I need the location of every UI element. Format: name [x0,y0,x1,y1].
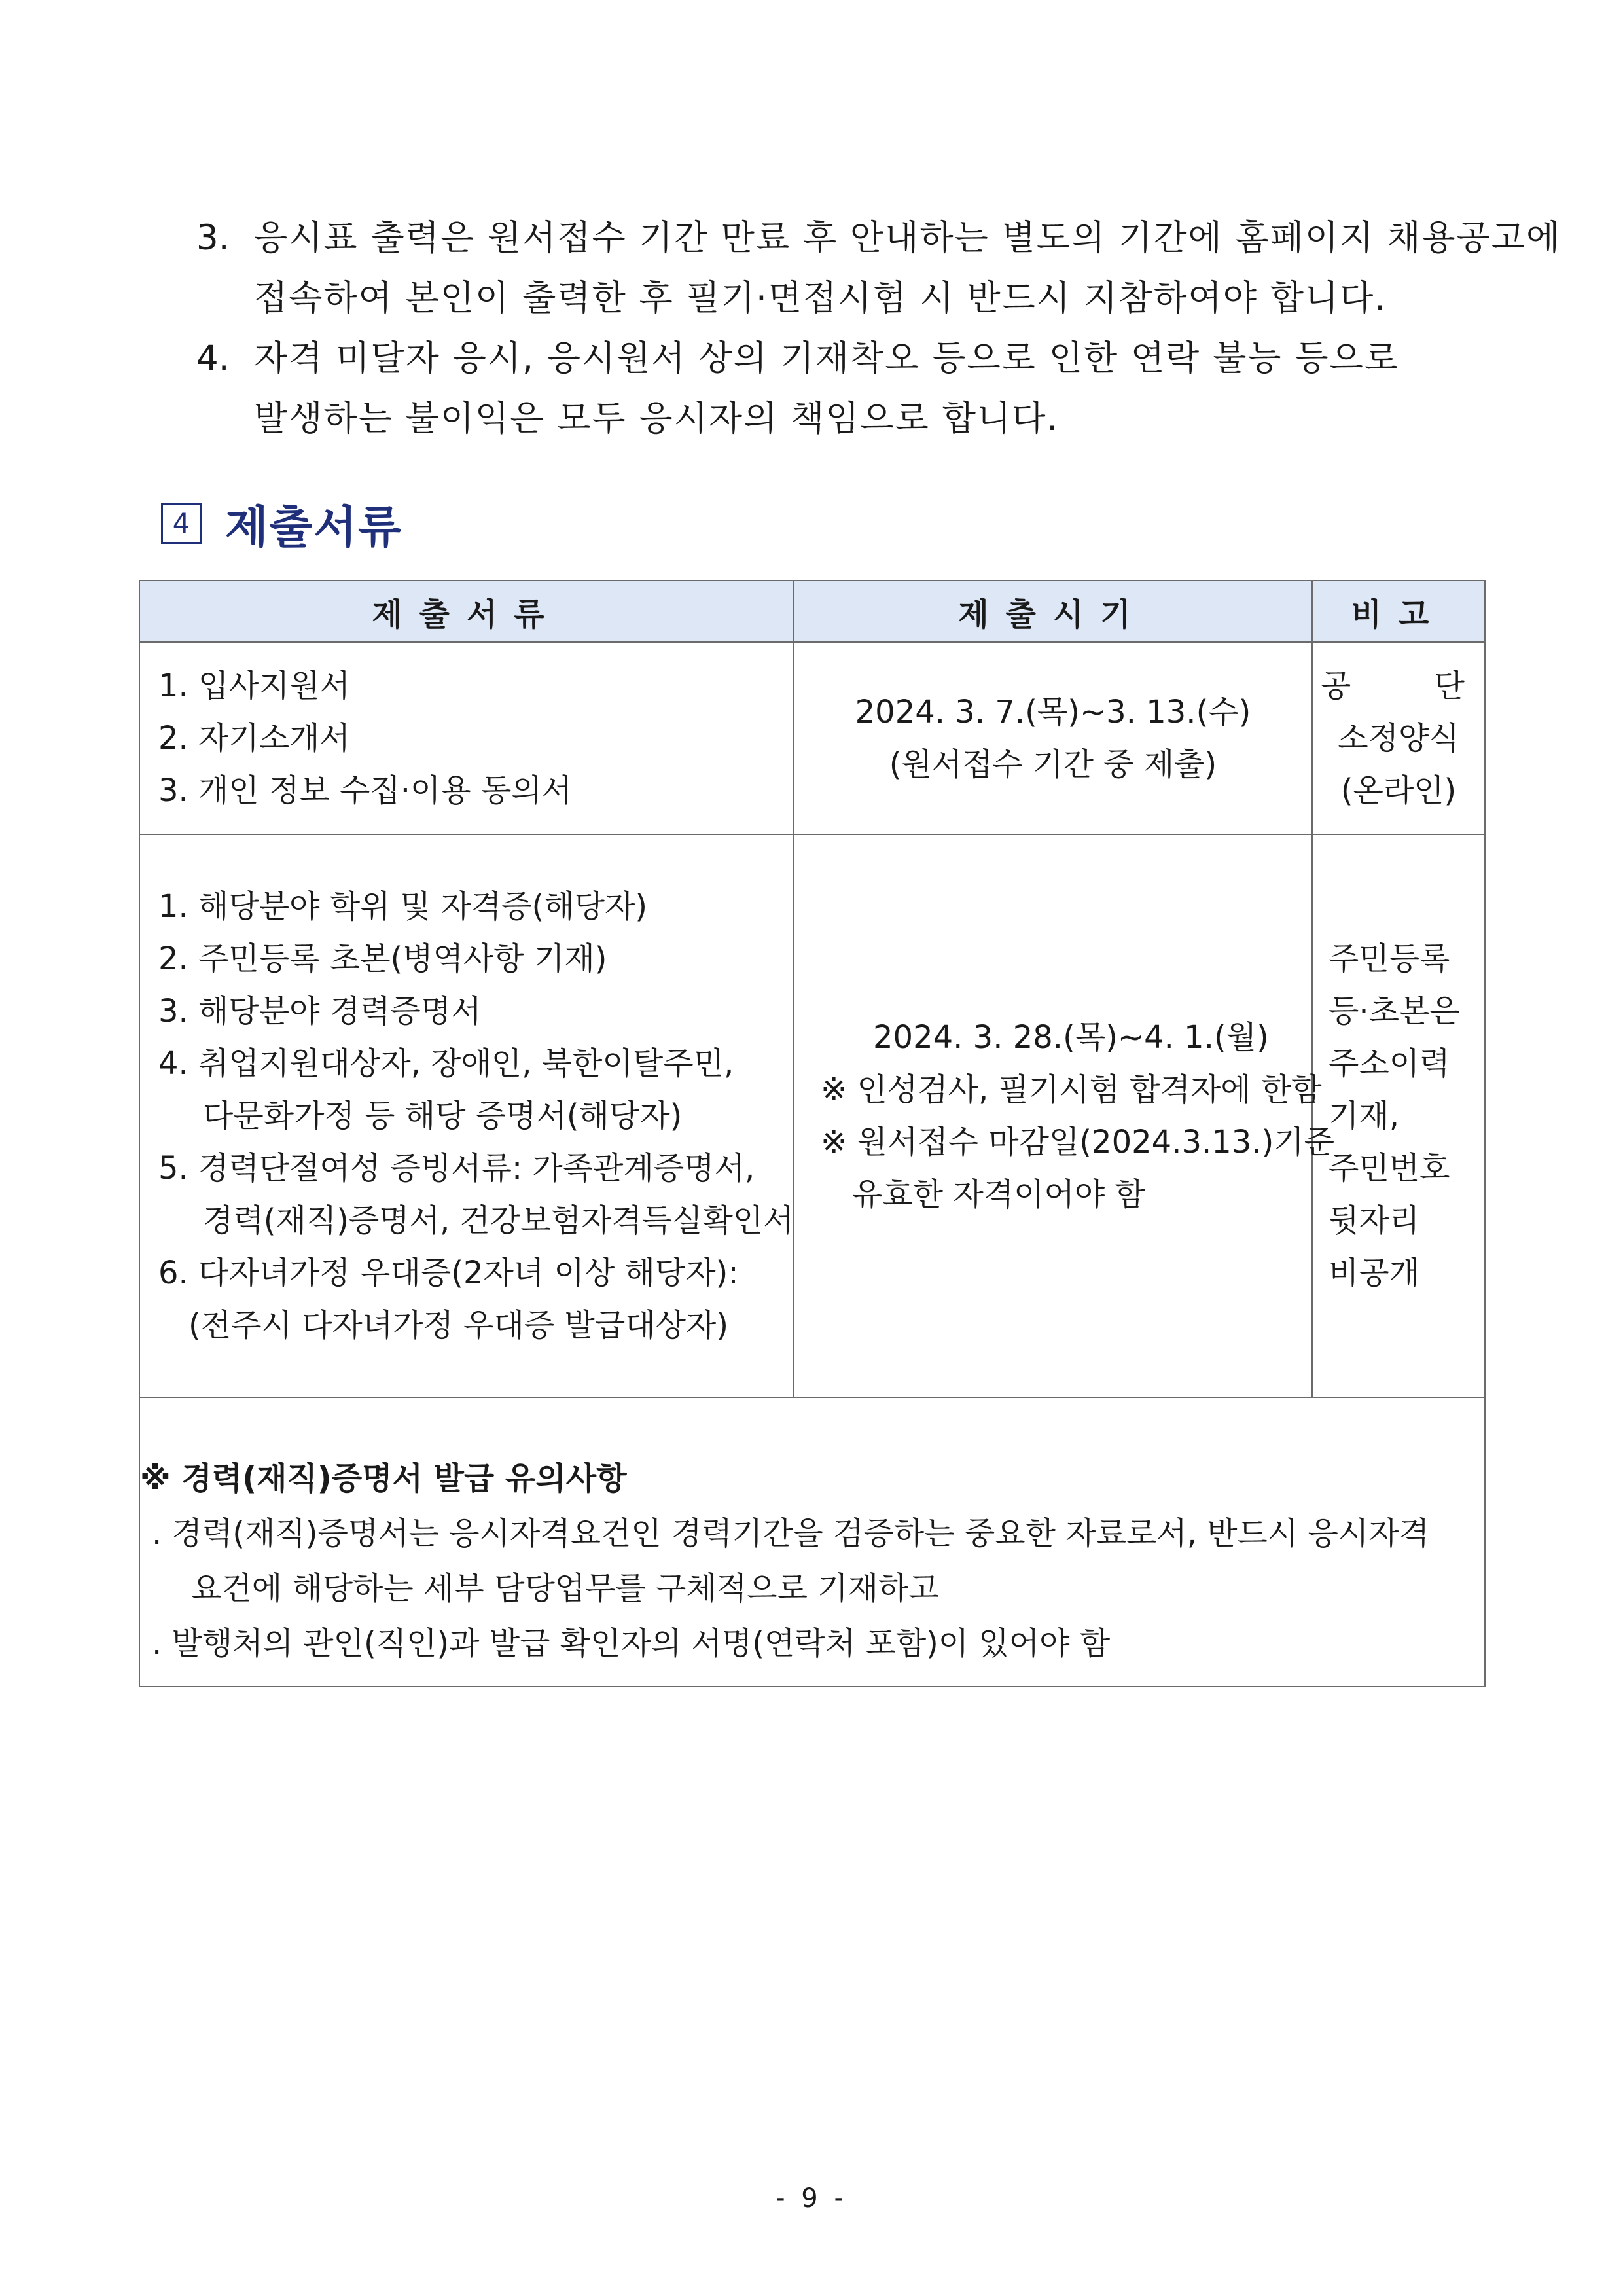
doc-item: 1. 해당분야 학위 및 자격증(해당자) [158,888,648,925]
header-docs: 제출서류 [139,581,794,642]
doc-item: 4. 취업지원대상자, 장애인, 북한이탈주민, [158,1045,734,1082]
note-line: 주민등록 [1329,941,1450,977]
section-title: 제출서류 [225,501,402,554]
docs-cell [139,834,794,1397]
note-line: 주민번호 [1329,1150,1450,1187]
timing-line: 2024. 3. 7.(목)~3. 13.(수) [855,694,1251,730]
section-number-box: 4 [161,503,202,544]
timing-line: 유효한 자격이어야 함 [852,1176,1145,1213]
doc-item-continued: (전주시 다자녀가정 우대증 발급대상자) [188,1307,729,1344]
section-heading [161,496,402,554]
notice-line: . 발행처의 관인(직인)과 발급 확인자의 서명(연락처 포함)이 있어야 함 [152,1625,1111,1662]
doc-item: 6. 다자녀가정 우대증(2자녀 이상 해당자): [158,1255,739,1291]
doc-item: 2. 주민등록 초본(병역사항 기재) [158,941,607,977]
table-header-row [139,581,1485,642]
table-row [139,642,1485,834]
note-item [196,208,1561,329]
timing-line: 2024. 3. 28.(목)~4. 1.(월) [873,1019,1269,1056]
note-line: 주소이력 [1329,1045,1450,1082]
timing-cell [794,642,1312,834]
doc-item: 3. 해당분야 경력증명서 [158,993,482,1030]
note-char: 공 [1321,668,1351,704]
note-line: 자격 미달자 응시, 응시원서 상의 기재착오 등으로 인한 연락 불능 등으로 [254,338,1400,378]
notice-cell [139,1397,1485,1687]
note-item [196,329,1505,449]
note-line: 뒷자리 [1329,1202,1420,1239]
note-char: 단 [1434,668,1465,704]
note-cell [1312,642,1485,834]
doc-item: 3. 개인 정보 수집·이용 동의서 [158,772,573,809]
note-cell [1312,834,1485,1397]
timing-line: (원서접수 기간 중 제출) [889,746,1217,783]
notes-list [196,208,1561,449]
notice-title: ※ 경력(재직)증명서 발급 유의사항 [140,1460,627,1497]
header-note: 비고 [1312,581,1485,642]
docs-cell [139,642,794,834]
note-line: 응시표 출력은 원서접수 기간 만료 후 안내하는 별도의 기간에 홈페이지 채용공고에 [254,218,1561,258]
doc-item: 2. 자기소개서 [158,720,350,757]
documents-table [139,580,1486,1687]
doc-item-continued: 경력(재직)증명서, 건강보험자격득실확인서 [203,1202,794,1239]
note-line: 비공개 [1329,1255,1420,1291]
table-row-notice [139,1397,1485,1687]
note-line: 발생하는 불이익은 모두 응시자의 책임으로 합니다. [254,399,1060,439]
note-number: 4. [196,338,230,378]
page-number: - 9 - [776,2183,847,2214]
doc-item: 5. 경력단절여성 증빙서류: 가족관계증명서, [158,1150,755,1187]
header-timing: 제출시기 [794,581,1312,642]
notice-line-continued: 요건에 해당하는 세부 담당업무를 구체적으로 기재하고 [191,1570,939,1607]
timing-line: ※ 인성검사, 필기시험 합격자에 한함 [821,1071,1322,1108]
note-line: 소정양식 [1338,720,1459,757]
timing-line: ※ 원서접수 마감일(2024.3.13.)기준 [821,1124,1335,1160]
doc-item: 1. 입사지원서 [158,668,350,704]
table-row [139,834,1485,1397]
note-spread [1313,660,1484,712]
note-line: 기재, [1329,1098,1399,1134]
note-line: 등·초본은 [1329,993,1460,1030]
note-line: 접속하여 본인이 출력한 후 필기·면접시험 시 반드시 지참하여야 합니다. [254,278,1387,318]
note-line: (온라인) [1340,772,1457,809]
timing-cell [794,834,1335,1397]
doc-item-continued: 다문화가정 등 해당 증명서(해당자) [203,1098,683,1134]
note-number: 3. [196,218,230,258]
notice-line: . 경력(재직)증명서는 응시자격요건인 경력기간을 검증하는 중요한 자료로서, 반드시 응시자격 [152,1515,1430,1552]
